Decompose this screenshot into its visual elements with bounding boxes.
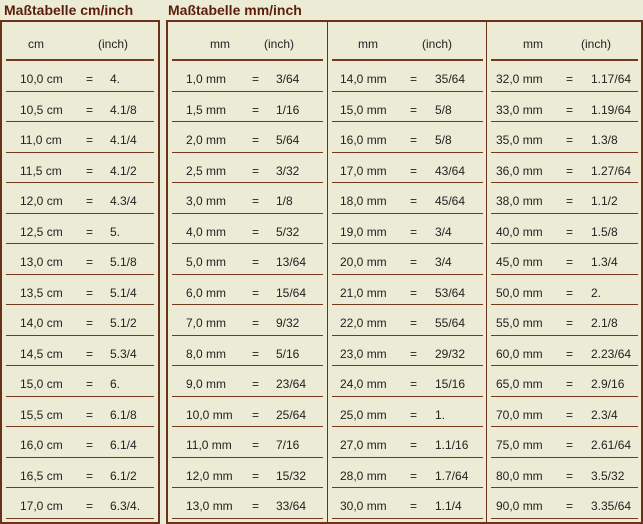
table-row bbox=[6, 488, 154, 519]
inch-value: 6.1/2 bbox=[110, 468, 137, 483]
size-value: 2,5 mm bbox=[186, 163, 227, 178]
table-row bbox=[491, 183, 638, 214]
table-row bbox=[332, 122, 483, 153]
equals-sign: = bbox=[410, 285, 418, 300]
inch-value: 5.3/4 bbox=[110, 346, 137, 361]
table-row bbox=[491, 458, 638, 489]
table-row bbox=[332, 61, 483, 92]
size-value: 22,0 mm bbox=[340, 316, 387, 330]
equals-sign: = bbox=[410, 163, 418, 178]
inch-value: 3/4 bbox=[435, 255, 452, 269]
equals-sign: = bbox=[410, 316, 418, 330]
equals-sign: = bbox=[566, 255, 574, 269]
equals-sign: = bbox=[86, 224, 94, 239]
inch-value: 5. bbox=[110, 224, 121, 239]
size-value: 32,0 mm bbox=[496, 72, 543, 86]
size-value: 28,0 mm bbox=[340, 468, 387, 483]
equals-sign: = bbox=[410, 133, 418, 147]
equals-sign: = bbox=[86, 285, 94, 300]
table-row bbox=[172, 92, 323, 123]
size-value: 24,0 mm bbox=[340, 377, 387, 391]
size-value: 11,5 cm bbox=[20, 163, 62, 178]
cm-column bbox=[2, 22, 158, 522]
size-value: 19,0 mm bbox=[340, 224, 387, 239]
table-row bbox=[172, 397, 323, 428]
mm-inch-table bbox=[166, 20, 643, 524]
inch-value: 1.19/64 bbox=[591, 102, 632, 117]
size-value: 36,0 mm bbox=[496, 163, 543, 178]
equals-sign: = bbox=[566, 224, 574, 239]
equals-sign: = bbox=[566, 285, 574, 300]
equals-sign: = bbox=[252, 316, 260, 330]
inch-value: 4.1/8 bbox=[110, 102, 137, 117]
equals-sign: = bbox=[410, 72, 418, 86]
inch-value: 45/64 bbox=[435, 194, 466, 208]
inch-value: 5.1/4 bbox=[110, 285, 137, 300]
inch-value: 5/64 bbox=[276, 133, 300, 147]
inch-value: 25/64 bbox=[276, 407, 307, 422]
inch-value: 5/16 bbox=[276, 346, 300, 361]
equals-sign: = bbox=[410, 468, 418, 483]
table-row bbox=[332, 427, 483, 458]
size-value: 12,0 mm bbox=[186, 468, 233, 483]
inch-value: 35/64 bbox=[435, 72, 466, 86]
mm-2-column bbox=[327, 22, 487, 522]
table-row bbox=[491, 305, 638, 336]
equals-sign: = bbox=[252, 468, 260, 483]
inch-value: 1/8 bbox=[276, 194, 293, 208]
inch-value: 9/32 bbox=[276, 316, 300, 330]
table-row bbox=[491, 397, 638, 428]
inch-value: 53/64 bbox=[435, 285, 466, 300]
size-value: 20,0 mm bbox=[340, 255, 387, 269]
inch-value: 15/16 bbox=[435, 377, 466, 391]
size-value: 6,0 mm bbox=[186, 285, 227, 300]
equals-sign: = bbox=[86, 133, 94, 147]
cm-table-heading: Maßtabelle cm/inch bbox=[4, 2, 134, 18]
inch-value: 1.3/4 bbox=[591, 255, 618, 269]
equals-sign: = bbox=[410, 377, 418, 391]
size-value: 90,0 mm bbox=[496, 499, 543, 513]
size-value: 13,0 mm bbox=[186, 499, 233, 513]
size-value: 15,0 mm bbox=[340, 102, 387, 117]
table-row bbox=[172, 153, 323, 184]
equals-sign: = bbox=[566, 499, 574, 513]
size-value: 2,0 mm bbox=[186, 133, 227, 147]
inch-value: 33/64 bbox=[276, 499, 307, 513]
size-value: 16,5 cm bbox=[20, 468, 63, 483]
equals-sign: = bbox=[410, 224, 418, 239]
unit-header: mm bbox=[210, 37, 230, 51]
equals-sign: = bbox=[252, 224, 260, 239]
unit-header: mm bbox=[523, 37, 543, 51]
table-row bbox=[332, 397, 483, 428]
size-value: 7,0 mm bbox=[186, 316, 227, 330]
inch-value: 43/64 bbox=[435, 163, 466, 178]
unit-header: mm bbox=[358, 37, 378, 51]
size-value: 45,0 mm bbox=[496, 255, 543, 269]
size-value: 14,5 cm bbox=[20, 346, 63, 361]
size-value: 40,0 mm bbox=[496, 224, 543, 239]
size-value: 33,0 mm bbox=[496, 102, 543, 117]
inch-value: 4. bbox=[110, 72, 121, 86]
inch-value: 7/16 bbox=[276, 438, 300, 452]
equals-sign: = bbox=[86, 407, 94, 422]
inch-value: 2.1/8 bbox=[591, 316, 618, 330]
equals-sign: = bbox=[86, 377, 94, 391]
table-row bbox=[172, 336, 323, 367]
size-value: 65,0 mm bbox=[496, 377, 543, 391]
inch-value: 2.61/64 bbox=[591, 438, 632, 452]
size-value: 10,5 cm bbox=[20, 102, 63, 117]
equals-sign: = bbox=[86, 72, 94, 86]
equals-sign: = bbox=[86, 102, 94, 117]
equals-sign: = bbox=[566, 194, 574, 208]
size-value: 38,0 mm bbox=[496, 194, 543, 208]
equals-sign: = bbox=[566, 438, 574, 452]
equals-sign: = bbox=[252, 133, 260, 147]
equals-sign: = bbox=[86, 255, 94, 269]
table-row bbox=[491, 61, 638, 92]
equals-sign: = bbox=[566, 102, 574, 117]
size-value: 18,0 mm bbox=[340, 194, 387, 208]
size-value: 13,5 cm bbox=[20, 285, 63, 300]
inch-value: 1.1/4 bbox=[435, 499, 462, 513]
table-row bbox=[6, 244, 154, 275]
table-row bbox=[6, 61, 154, 92]
size-value: 21,0 mm bbox=[340, 285, 387, 300]
size-value: 8,0 mm bbox=[186, 346, 227, 361]
table-row bbox=[6, 214, 154, 245]
table-row bbox=[172, 458, 323, 489]
table-row bbox=[332, 92, 483, 123]
inch-value: 2.9/16 bbox=[591, 377, 625, 391]
equals-sign: = bbox=[410, 255, 418, 269]
size-value: 50,0 mm bbox=[496, 285, 543, 300]
size-value: 75,0 mm bbox=[496, 438, 543, 452]
size-value: 13,0 cm bbox=[20, 255, 63, 269]
table-row bbox=[172, 61, 323, 92]
size-value: 15,0 cm bbox=[20, 377, 63, 391]
size-value: 25,0 mm bbox=[340, 407, 387, 422]
inch-value: 3.5/32 bbox=[591, 468, 625, 483]
inch-value: 2. bbox=[591, 285, 602, 300]
table-row bbox=[6, 336, 154, 367]
size-value: 17,0 cm bbox=[20, 499, 63, 513]
equals-sign: = bbox=[410, 438, 418, 452]
table-row bbox=[491, 92, 638, 123]
table-row bbox=[172, 183, 323, 214]
size-value: 70,0 mm bbox=[496, 407, 543, 422]
table-row bbox=[6, 92, 154, 123]
inch-value: 4.1/4 bbox=[110, 133, 137, 147]
size-value: 35,0 mm bbox=[496, 133, 543, 147]
inch-value: 3/32 bbox=[276, 163, 300, 178]
table-row bbox=[332, 244, 483, 275]
table-row bbox=[332, 214, 483, 245]
equals-sign: = bbox=[566, 346, 574, 361]
size-value: 1,5 mm bbox=[186, 102, 227, 117]
table-header-row bbox=[491, 22, 638, 61]
inch-value: 29/32 bbox=[435, 346, 466, 361]
table-row bbox=[6, 458, 154, 489]
equals-sign: = bbox=[566, 133, 574, 147]
equals-sign: = bbox=[86, 194, 94, 208]
inch-value: 1.1/16 bbox=[435, 438, 469, 452]
inch-value: 2.3/4 bbox=[591, 407, 618, 422]
inch-value: 2.23/64 bbox=[591, 346, 632, 361]
size-value: 14,0 cm bbox=[20, 316, 63, 330]
cm-inch-table bbox=[0, 20, 160, 524]
size-value: 14,0 mm bbox=[340, 72, 387, 86]
equals-sign: = bbox=[86, 163, 94, 178]
equals-sign: = bbox=[252, 499, 260, 513]
size-value: 11,0 cm bbox=[20, 133, 62, 147]
table-row bbox=[6, 183, 154, 214]
equals-sign: = bbox=[252, 407, 260, 422]
inch-value: 6.1/8 bbox=[110, 407, 137, 422]
inch-value: 6.3/4. bbox=[110, 499, 141, 513]
table-row bbox=[172, 122, 323, 153]
inch-header: (inch) bbox=[264, 37, 295, 51]
equals-sign: = bbox=[252, 438, 260, 452]
unit-header: cm bbox=[28, 37, 44, 51]
size-value: 30,0 mm bbox=[340, 499, 387, 513]
table-header-row bbox=[332, 22, 483, 61]
equals-sign: = bbox=[252, 285, 260, 300]
equals-sign: = bbox=[410, 102, 418, 117]
inch-value: 1/16 bbox=[276, 102, 300, 117]
mm-3-column bbox=[486, 22, 642, 522]
table-row bbox=[491, 122, 638, 153]
table-row bbox=[6, 153, 154, 184]
table-row bbox=[172, 366, 323, 397]
table-row bbox=[6, 305, 154, 336]
inch-value: 5/32 bbox=[276, 224, 300, 239]
table-header-row bbox=[6, 22, 154, 61]
size-value: 12,5 cm bbox=[20, 224, 63, 239]
table-row bbox=[491, 488, 638, 519]
table-row bbox=[491, 366, 638, 397]
inch-value: 3.35/64 bbox=[591, 499, 632, 513]
mm-1-column bbox=[168, 22, 327, 522]
table-row bbox=[6, 427, 154, 458]
size-value: 17,0 mm bbox=[340, 163, 387, 178]
table-row bbox=[332, 488, 483, 519]
equals-sign: = bbox=[252, 346, 260, 361]
inch-value: 5.1/8 bbox=[110, 255, 137, 269]
size-value: 23,0 mm bbox=[340, 346, 387, 361]
inch-value: 1.7/64 bbox=[435, 468, 469, 483]
size-value: 16,0 mm bbox=[340, 133, 387, 147]
equals-sign: = bbox=[86, 499, 94, 513]
inch-header: (inch) bbox=[422, 37, 453, 51]
inch-value: 1.5/8 bbox=[591, 224, 618, 239]
table-row bbox=[491, 244, 638, 275]
size-value: 4,0 mm bbox=[186, 224, 227, 239]
inch-value: 5.1/2 bbox=[110, 316, 137, 330]
inch-value: 5/8 bbox=[435, 133, 452, 147]
size-value: 3,0 mm bbox=[186, 194, 227, 208]
inch-header: (inch) bbox=[581, 37, 612, 51]
table-row bbox=[6, 397, 154, 428]
equals-sign: = bbox=[410, 499, 418, 513]
equals-sign: = bbox=[566, 72, 574, 86]
inch-value: 55/64 bbox=[435, 316, 466, 330]
inch-value: 1.3/8 bbox=[591, 133, 618, 147]
equals-sign: = bbox=[86, 468, 94, 483]
equals-sign: = bbox=[566, 468, 574, 483]
equals-sign: = bbox=[86, 438, 94, 452]
size-value: 10,0 cm bbox=[20, 72, 63, 86]
table-row bbox=[491, 153, 638, 184]
size-value: 60,0 mm bbox=[496, 346, 543, 361]
equals-sign: = bbox=[86, 346, 94, 361]
table-row bbox=[172, 214, 323, 245]
equals-sign: = bbox=[252, 377, 260, 391]
table-row bbox=[6, 275, 154, 306]
size-value: 16,0 cm bbox=[20, 438, 63, 452]
table-row bbox=[332, 366, 483, 397]
size-value: 27,0 mm bbox=[340, 438, 387, 452]
table-row bbox=[172, 488, 323, 519]
table-row bbox=[491, 427, 638, 458]
size-value: 5,0 mm bbox=[186, 255, 227, 269]
inch-value: 5/8 bbox=[435, 102, 452, 117]
table-row bbox=[6, 366, 154, 397]
size-value: 12,0 cm bbox=[20, 194, 63, 208]
table-row bbox=[172, 275, 323, 306]
table-row bbox=[332, 153, 483, 184]
size-value: 9,0 mm bbox=[186, 377, 227, 391]
inch-value: 1. bbox=[435, 407, 446, 422]
inch-header: (inch) bbox=[98, 37, 129, 51]
equals-sign: = bbox=[566, 407, 574, 422]
equals-sign: = bbox=[252, 255, 260, 269]
size-value: 1,0 mm bbox=[186, 72, 227, 86]
inch-value: 1.17/64 bbox=[591, 72, 632, 86]
equals-sign: = bbox=[252, 102, 260, 117]
table-row bbox=[172, 305, 323, 336]
inch-value: 3/4 bbox=[435, 224, 452, 239]
table-row bbox=[332, 305, 483, 336]
equals-sign: = bbox=[86, 316, 94, 330]
size-value: 10,0 mm bbox=[186, 407, 233, 422]
inch-value: 23/64 bbox=[276, 377, 307, 391]
equals-sign: = bbox=[252, 163, 260, 178]
inch-value: 6. bbox=[110, 377, 121, 391]
inch-value: 1.27/64 bbox=[591, 163, 632, 178]
table-header-row bbox=[172, 22, 323, 61]
size-value: 11,0 mm bbox=[186, 438, 232, 452]
inch-value: 3/64 bbox=[276, 72, 300, 86]
inch-value: 4.3/4 bbox=[110, 194, 137, 208]
equals-sign: = bbox=[566, 163, 574, 178]
inch-value: 6.1/4 bbox=[110, 438, 137, 452]
table-row bbox=[172, 244, 323, 275]
table-row bbox=[332, 336, 483, 367]
size-value: 80,0 mm bbox=[496, 468, 543, 483]
table-row bbox=[332, 275, 483, 306]
inch-value: 4.1/2 bbox=[110, 163, 137, 178]
inch-value: 13/64 bbox=[276, 255, 307, 269]
table-row bbox=[491, 336, 638, 367]
equals-sign: = bbox=[410, 194, 418, 208]
table-row bbox=[6, 122, 154, 153]
table-row bbox=[172, 427, 323, 458]
equals-sign: = bbox=[566, 377, 574, 391]
equals-sign: = bbox=[410, 346, 418, 361]
table-row bbox=[491, 275, 638, 306]
inch-value: 1.1/2 bbox=[591, 194, 618, 208]
inch-value: 15/32 bbox=[276, 468, 307, 483]
table-row bbox=[332, 183, 483, 214]
size-value: 15,5 cm bbox=[20, 407, 63, 422]
equals-sign: = bbox=[252, 72, 260, 86]
table-row bbox=[332, 458, 483, 489]
equals-sign: = bbox=[252, 194, 260, 208]
table-row bbox=[491, 214, 638, 245]
size-value: 55,0 mm bbox=[496, 316, 543, 330]
equals-sign: = bbox=[410, 407, 418, 422]
equals-sign: = bbox=[566, 316, 574, 330]
mm-table-heading: Maßtabelle mm/inch bbox=[168, 2, 302, 18]
inch-value: 15/64 bbox=[276, 285, 307, 300]
